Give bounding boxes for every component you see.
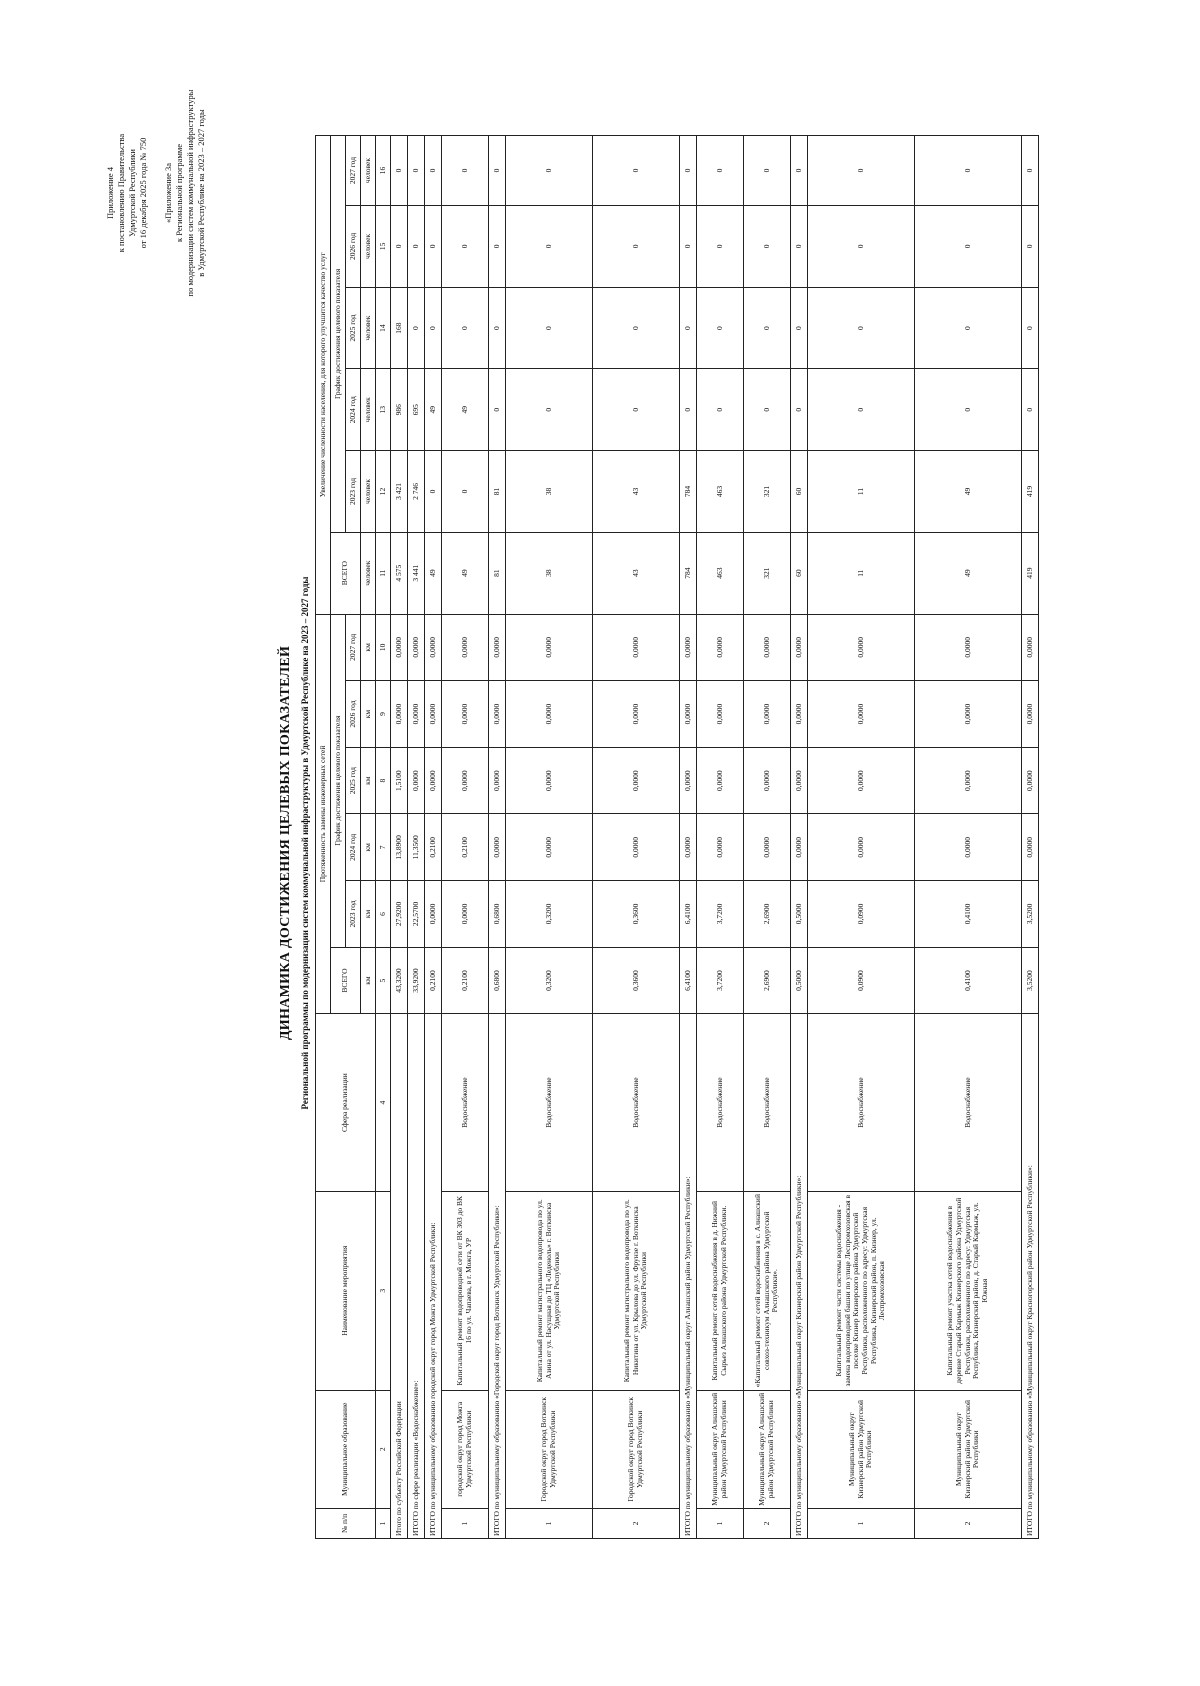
cell-value: 0,0000: [915, 814, 1022, 881]
cell-value: 0,2100: [442, 814, 489, 881]
cell-value: 0: [791, 136, 808, 206]
appendix-line: «Приложение 3а: [163, 162, 174, 224]
cell-value: 0,0000: [506, 814, 593, 881]
cell-value: 0: [1022, 206, 1039, 288]
header-unit: км: [361, 814, 376, 881]
sphere-cell: Водоснабжение: [697, 1014, 744, 1191]
cell-value: 0,6800: [489, 881, 506, 948]
row-number: 1: [808, 1508, 915, 1538]
municipality-cell: Городской округ город Воткинск Удмуртской Республики: [506, 1390, 593, 1508]
cell-value: 11: [808, 451, 915, 533]
cell-value: 0,0000: [489, 681, 506, 748]
cell-value: 0,0000: [791, 814, 808, 881]
cell-value: 0: [425, 206, 442, 288]
header-unit: человек: [361, 287, 376, 369]
cell-value: 0,0000: [425, 681, 442, 748]
indicators-table: [315, 135, 1039, 1539]
cell-value: 2 746: [408, 451, 425, 533]
group-label: ИТОГО по муниципальному образованию «Муниципальный округ Красногорский район Удмуртской Республики»:: [1022, 1014, 1039, 1539]
cell-value: 49: [442, 369, 489, 451]
sphere-cell: Водоснабжение: [506, 1014, 593, 1191]
row-number: 1: [506, 1508, 593, 1538]
sphere-cell: Водоснабжение: [593, 1014, 680, 1191]
cell-value: 43,3200: [391, 947, 408, 1014]
group-total-row: [791, 136, 808, 1539]
cell-value: 0,2100: [425, 947, 442, 1014]
cell-value: 11,3500: [408, 814, 425, 881]
cell-value: 49: [915, 532, 1022, 614]
cell-value: 0: [408, 206, 425, 288]
column-number: 3: [376, 1191, 391, 1390]
cell-value: 81: [489, 532, 506, 614]
column-number: 8: [376, 747, 391, 814]
header-unit: человек: [361, 136, 376, 206]
table-header: [316, 136, 391, 1539]
cell-value: 3,5200: [1022, 881, 1039, 948]
cell-value: 0: [1022, 369, 1039, 451]
cell-value: 49: [442, 532, 489, 614]
cell-value: 0: [680, 369, 697, 451]
column-number: 7: [376, 814, 391, 881]
header-measure: Наименование мероприятия: [316, 1191, 376, 1390]
group-label: ИТОГО по муниципальному образованию «Муниципальный округ Алнашский район Удмуртской Республики»:: [680, 1014, 697, 1539]
cell-value: 2,6900: [744, 881, 791, 948]
column-number: 12: [376, 451, 391, 533]
cell-value: 0: [489, 206, 506, 288]
measure-cell: «Капитальный ремонт сетей водоснабжения в с. Алнашский совхоз-техникум Алнашского района Удмуртской Республики».: [744, 1191, 791, 1390]
header-year: 2023 год: [346, 881, 361, 948]
header-year: 2026 год: [346, 681, 361, 748]
cell-value: 0: [1022, 287, 1039, 369]
header-unit: человек: [361, 206, 376, 288]
column-number: 9: [376, 681, 391, 748]
cell-value: 0: [915, 206, 1022, 288]
table-row: [808, 136, 915, 1539]
header-year: 2027 год: [346, 614, 361, 681]
cell-value: 0,0000: [744, 681, 791, 748]
municipality-cell: Муниципальный округ Алнашский район Удмуртской Республики: [744, 1390, 791, 1508]
cell-value: 0,5000: [791, 947, 808, 1014]
row-number: 2: [593, 1508, 680, 1538]
summary-row: [391, 136, 408, 1539]
appendix-line: по модернизации систем коммунальной инфраструктуры: [185, 89, 196, 297]
cell-value: 419: [1022, 532, 1039, 614]
document-subtitle: Региональной программы по модернизации систем коммунальной инфраструктуры в Удмуртской Республике на 2023 – 2027 годы: [300, 576, 310, 1110]
column-number: 5: [376, 947, 391, 1014]
cell-value: 0,0000: [425, 747, 442, 814]
cell-value: 0,0000: [1022, 814, 1039, 881]
group-total-row: [1022, 136, 1039, 1539]
column-number: 4: [376, 1014, 391, 1191]
sphere-cell: Водоснабжение: [915, 1014, 1022, 1191]
cell-value: 0,0000: [391, 681, 408, 748]
header-unit: человек: [361, 369, 376, 451]
cell-value: 0,0900: [808, 881, 915, 948]
cell-value: 1,5100: [391, 747, 408, 814]
cell-value: 6,4100: [680, 881, 697, 948]
cell-value: 0: [697, 369, 744, 451]
cell-value: 49: [425, 369, 442, 451]
header-sphere: Сфера реализации: [316, 1014, 376, 1191]
group-total-row: [425, 136, 442, 1539]
municipality-cell: Городской округ город Воткинск Удмуртской Республики: [593, 1390, 680, 1508]
cell-value: 0,2100: [425, 814, 442, 881]
cell-value: 0: [489, 136, 506, 206]
table-row: [506, 136, 593, 1539]
header-year: 2027 год: [346, 136, 361, 206]
cell-value: 0,0000: [425, 881, 442, 948]
cell-value: 419: [1022, 451, 1039, 533]
cell-value: 986: [391, 369, 408, 451]
cell-value: 0,6800: [489, 947, 506, 1014]
cell-value: 0,3600: [593, 881, 680, 948]
cell-value: 0: [489, 369, 506, 451]
cell-value: 784: [680, 451, 697, 533]
cell-value: 0,0000: [489, 747, 506, 814]
cell-value: 3,7200: [697, 947, 744, 1014]
cell-value: 0,0000: [915, 747, 1022, 814]
cell-value: 0,0000: [808, 814, 915, 881]
cell-value: 0: [425, 451, 442, 533]
row-number: 1: [442, 1508, 489, 1538]
row-number: 1: [697, 1508, 744, 1538]
header-year: 2026 год: [346, 206, 361, 288]
cell-value: 0: [808, 136, 915, 206]
header-unit: км: [361, 614, 376, 681]
document-title: ДИНАМИКА ДОСТИЖЕНИЯ ЦЕЛЕВЫХ ПОКАЗАТЕЛЕЙ: [278, 645, 293, 1041]
cell-value: 33,9200: [408, 947, 425, 1014]
measure-cell: Капитальный ремонт магистрального водопровода по ул. Азина от ул. Насущная до ТЦ «Леденоль» г. Воткинска Удмуртской Республики: [506, 1191, 593, 1390]
table-row: [593, 136, 680, 1539]
cell-value: 60: [791, 532, 808, 614]
cell-value: 463: [697, 451, 744, 533]
cell-value: 0: [408, 287, 425, 369]
header-year: 2024 год: [346, 369, 361, 451]
appendix-line: в Удмуртской Республике на 2023 – 2027 годы: [196, 109, 207, 277]
cell-value: 0,0000: [506, 747, 593, 814]
cell-value: 0: [506, 206, 593, 288]
column-number: 10: [376, 614, 391, 681]
cell-value: 0,0000: [506, 681, 593, 748]
measure-cell: Капитальный ремонт части системы водоснабжения - замена водопроводной башни по улице Леспромхозовская в поселке Кизнер Кизнерского района Удмуртской Республики, расположенного по адресу: Удмуртская Республика, Кизнерский район, п. Кизнер, ул. Леспромхозовская: [808, 1191, 915, 1390]
cell-value: 0: [744, 369, 791, 451]
sphere-cell: Водоснабжение: [744, 1014, 791, 1191]
table-row: [697, 136, 744, 1539]
sphere-cell: Водоснабжение: [442, 1014, 489, 1191]
cell-value: 0,0000: [489, 814, 506, 881]
summary-label: ИТОГО по сфере реализации «Водоснабжение»:: [408, 1014, 425, 1539]
cell-value: 0: [791, 287, 808, 369]
header-municipality: Муниципальное образование: [316, 1390, 376, 1508]
cell-value: 0: [391, 206, 408, 288]
cell-value: 0: [506, 136, 593, 206]
group-label: ИТОГО по муниципальному образованию «Муниципальный округ Кизнерский район Удмуртской Республики»:: [791, 1014, 808, 1539]
cell-value: 43: [593, 532, 680, 614]
cell-value: 0: [744, 287, 791, 369]
cell-value: 0: [442, 451, 489, 533]
cell-value: 0: [744, 206, 791, 288]
column-number: 13: [376, 369, 391, 451]
municipality-cell: Муниципальный округ Алнашский район Удмуртской Республики: [697, 1390, 744, 1508]
cell-value: 0,2100: [442, 947, 489, 1014]
cell-value: 49: [425, 532, 442, 614]
measure-cell: Капитальный ремонт участка сетей водоснабжения в деревне Старый Кармыж Кизнерского района Удмуртской Республики, расположенного по адресу: Удмуртская Республика, Кизнерский район, д. Старый Кармыж, ул. Южная: [915, 1191, 1022, 1390]
cell-value: 0: [593, 287, 680, 369]
cell-value: 0: [593, 136, 680, 206]
column-numbers-row: [376, 136, 391, 1539]
sphere-cell: Водоснабжение: [808, 1014, 915, 1191]
header-unit: км: [361, 947, 376, 1014]
appendix-line: от 16 декабря 2025 года № 750: [138, 137, 149, 249]
cell-value: 0,3200: [506, 881, 593, 948]
cell-value: 0,0000: [915, 681, 1022, 748]
cell-value: 0,0000: [680, 614, 697, 681]
cell-value: 0,0000: [506, 614, 593, 681]
table-row: [744, 136, 791, 1539]
cell-value: 0,0000: [791, 747, 808, 814]
cell-value: 0,0000: [697, 814, 744, 881]
cell-value: 38: [506, 532, 593, 614]
cell-value: 27,9200: [391, 881, 408, 948]
column-number: 6: [376, 881, 391, 948]
cell-value: 3,7200: [697, 881, 744, 948]
cell-value: 0,0000: [680, 681, 697, 748]
cell-value: 3,5200: [1022, 947, 1039, 1014]
column-number: 11: [376, 532, 391, 614]
appendix-note: [105, 58, 207, 328]
cell-value: 13,8900: [391, 814, 408, 881]
column-number: 14: [376, 287, 391, 369]
group-total-row: [489, 136, 506, 1539]
cell-value: 0,0000: [391, 614, 408, 681]
cell-value: 0: [915, 287, 1022, 369]
header-year: 2023 год: [346, 451, 361, 533]
cell-value: 0,0000: [442, 681, 489, 748]
cell-value: 321: [744, 451, 791, 533]
cell-value: 0,0000: [1022, 614, 1039, 681]
cell-value: 0: [680, 206, 697, 288]
cell-value: 6,4100: [680, 947, 697, 1014]
column-number: 1: [376, 1508, 391, 1538]
cell-value: 49: [915, 451, 1022, 533]
cell-value: 0: [425, 287, 442, 369]
measure-cell: Капитальный ремонт сетей водоснабжения в д. Нижний Сырьез Алнашского района Удмуртской Республики.: [697, 1191, 744, 1390]
cell-value: 0: [391, 136, 408, 206]
measure-cell: Капитальный ремонт водопроводной сети от ВК 303 до ВК 16 по ул. Чапаева, в г. Можга, УР: [442, 1191, 489, 1390]
cell-value: 0: [808, 369, 915, 451]
cell-value: 321: [744, 532, 791, 614]
cell-value: 22,5700: [408, 881, 425, 948]
header-length-schedule: График достижения целевого показателя: [331, 614, 346, 947]
cell-value: 0,0000: [408, 681, 425, 748]
cell-value: 0: [425, 136, 442, 206]
cell-value: 0,0000: [744, 614, 791, 681]
cell-value: 81: [489, 451, 506, 533]
cell-value: 0,5000: [791, 881, 808, 948]
cell-value: 3 421: [391, 451, 408, 533]
cell-value: 0,0000: [593, 614, 680, 681]
cell-value: 0: [593, 206, 680, 288]
cell-value: 0,0000: [791, 681, 808, 748]
cell-value: 0,0000: [408, 614, 425, 681]
group-total-row: [680, 136, 697, 1539]
cell-value: 0: [506, 369, 593, 451]
header-unit: км: [361, 747, 376, 814]
cell-value: 0,3600: [593, 947, 680, 1014]
cell-value: 0: [808, 206, 915, 288]
header-length-total: ВСЕГО: [331, 947, 361, 1014]
group-label: ИТОГО по муниципальному образованию «Городской округ город Воткинск Удмуртской Республики»:: [489, 1014, 506, 1539]
measure-cell: Капитальный ремонт магистрального водопровода по ул. Никитина от ул. Крылова до ул. Фрунзе г. Воткинска Удмуртской Республики: [593, 1191, 680, 1390]
cell-value: 0,0000: [680, 747, 697, 814]
cell-value: 0: [697, 206, 744, 288]
cell-value: 2,6900: [744, 947, 791, 1014]
header-num: № п/п: [316, 1508, 376, 1538]
cell-value: 0,0000: [697, 747, 744, 814]
row-number: 2: [915, 1508, 1022, 1538]
cell-value: 0,3200: [506, 947, 593, 1014]
cell-value: 0,0000: [425, 614, 442, 681]
cell-value: 0: [593, 369, 680, 451]
row-number: 2: [744, 1508, 791, 1538]
cell-value: 0: [489, 287, 506, 369]
cell-value: 0,0000: [442, 881, 489, 948]
cell-value: 0,0000: [593, 681, 680, 748]
header-year: 2025 год: [346, 287, 361, 369]
cell-value: 0,0900: [808, 947, 915, 1014]
cell-value: 0,0000: [744, 747, 791, 814]
appendix-line: Удмуртской Республики: [127, 149, 138, 237]
header-unit: км: [361, 881, 376, 948]
cell-value: 0,0000: [808, 614, 915, 681]
appendix-line: к постановлению Правительства: [116, 133, 127, 253]
cell-value: 0,0000: [808, 747, 915, 814]
cell-value: 0,0000: [593, 814, 680, 881]
cell-value: 0,0000: [408, 747, 425, 814]
cell-value: 43: [593, 451, 680, 533]
table-body: [391, 136, 1039, 1539]
header-unit: человек: [361, 532, 376, 614]
header-unit: человек: [361, 451, 376, 533]
cell-value: 0: [915, 369, 1022, 451]
cell-value: 0: [791, 206, 808, 288]
column-number: 2: [376, 1390, 391, 1508]
column-number: 15: [376, 206, 391, 288]
cell-value: 0,0000: [1022, 681, 1039, 748]
cell-value: 0: [442, 206, 489, 288]
cell-value: 0,0000: [697, 681, 744, 748]
cell-value: 0: [808, 287, 915, 369]
cell-value: 0,4100: [915, 881, 1022, 948]
header-pop-total: ВСЕГО: [331, 532, 361, 614]
cell-value: 0,0000: [915, 614, 1022, 681]
cell-value: 0,0000: [791, 614, 808, 681]
column-number: 16: [376, 136, 391, 206]
cell-value: 0,0000: [808, 681, 915, 748]
cell-value: 0,0000: [744, 814, 791, 881]
group-label: ИТОГО по муниципальному образованию городской округ город Можга Удмуртской Республики:: [425, 1014, 442, 1539]
cell-value: 0,0000: [442, 747, 489, 814]
header-length-group: Протяженность замены инженерных сетей: [316, 614, 331, 1014]
summary-label: Итого по субъекту Российской Федерации: [391, 1014, 408, 1539]
header-year: 2025 год: [346, 747, 361, 814]
cell-value: 0,4100: [915, 947, 1022, 1014]
summary-row: [408, 136, 425, 1539]
appendix-line: Приложение 4: [105, 167, 115, 219]
cell-value: 0: [442, 287, 489, 369]
cell-value: 4 575: [391, 532, 408, 614]
cell-value: 0: [506, 287, 593, 369]
cell-value: 0: [408, 136, 425, 206]
cell-value: 695: [408, 369, 425, 451]
municipality-cell: городской округ город Можга Удмуртской Республики: [442, 1390, 489, 1508]
cell-value: 0,0000: [1022, 747, 1039, 814]
cell-value: 168: [391, 287, 408, 369]
cell-value: 463: [697, 532, 744, 614]
header-pop-schedule: График достижения целевого показателя: [331, 136, 346, 533]
cell-value: 0: [442, 136, 489, 206]
cell-value: 0: [697, 287, 744, 369]
municipality-cell: Муниципальный округ Кизнерский район Удмуртской Республики: [915, 1390, 1022, 1508]
cell-value: 0: [1022, 136, 1039, 206]
appendix-line: к Региональной программе: [174, 144, 185, 243]
municipality-cell: Муниципальный округ Кизнерский район Удмуртской Республики: [808, 1390, 915, 1508]
cell-value: 0: [697, 136, 744, 206]
header-unit: км: [361, 681, 376, 748]
cell-value: 0: [915, 136, 1022, 206]
cell-value: 60: [791, 451, 808, 533]
cell-value: 38: [506, 451, 593, 533]
header-year: 2024 год: [346, 814, 361, 881]
cell-value: 0: [744, 136, 791, 206]
table-row: [442, 136, 489, 1539]
cell-value: 0: [680, 287, 697, 369]
cell-value: 0,0000: [593, 747, 680, 814]
header-population-group: Увеличение численности населения, для которого улучшится качество услуг: [316, 136, 331, 615]
cell-value: 784: [680, 532, 697, 614]
cell-value: 3 441: [408, 532, 425, 614]
cell-value: 0: [791, 369, 808, 451]
table-row: [915, 136, 1022, 1539]
cell-value: 11: [808, 532, 915, 614]
cell-value: 0,0000: [697, 614, 744, 681]
cell-value: 0,0000: [489, 614, 506, 681]
cell-value: 0,0000: [680, 814, 697, 881]
cell-value: 0,0000: [442, 614, 489, 681]
cell-value: 0: [680, 136, 697, 206]
